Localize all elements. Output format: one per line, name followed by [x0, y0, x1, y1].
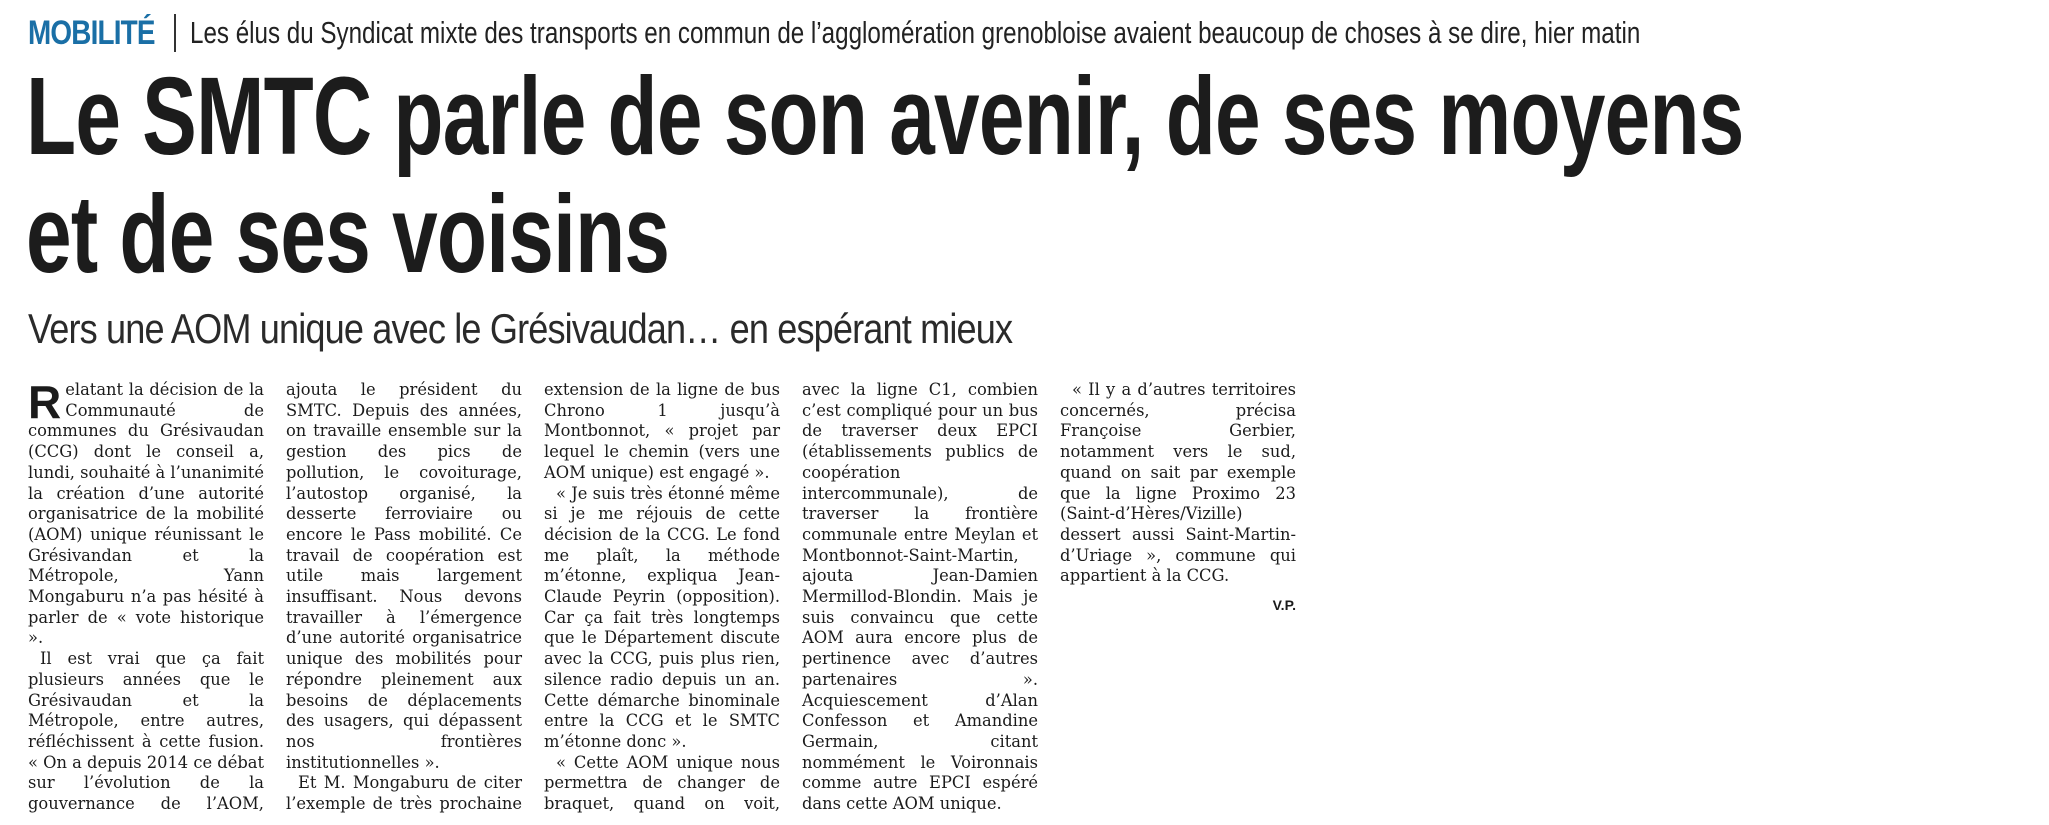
article-body [28, 376, 1296, 825]
article-paragraph [28, 376, 265, 649]
kicker [28, 12, 2049, 54]
paragraph-text: elatant la décision de la Communauté de communes du Grésivaudan (CCG) dont le conseil a, lundi, souhaité à l’unanimité la création d’une autorité organisatrice de la mobilité (AOM) unique réunissant le Grésivandan et la Métropole, Yann Mongaburu n’a pas hésité à parler de « vote historique ». [28, 380, 265, 648]
kicker-divider [174, 14, 176, 52]
kicker-text: Les élus du Syndicat mixte des transports en commun de l’agglomération grenobloise avaient beaucoup de choses à se dire, hier matin [190, 15, 1641, 50]
article-paragraph: « Cette AOM unique nous permettra de changer de braquet, quand on voit, avec la ligne C1, combien c’est compliqué pour un bus de traverser deux EPCI (établissements publics de coopération intercommunale), de traverser la frontière communale entre Meylan et Montbonnot-Saint-Martin, ajouta Jean-Damien Mermillod-Blondin. Mais je suis convaincu que cette AOM aura encore plus de pertinence avec d’autres partenaires ». Acquiescement d’Alan Confesson et Amandine Germain, citant nommément le Voironnais comme autre EPCI espéré dans cette AOM unique. [544, 380, 1038, 814]
author-signature: V.P. [1272, 597, 1296, 614]
article-paragraph: « Je suis très étonné même si je me réjouis de cette décision de la CCG. Le fond me plaît, la méthode m’étonne, expliqua Jean-Claude Peyrin (opposition). Car ça fait très longtemps que le Département discute avec la CCG, puis plus rien, silence radio depuis un an. Cette démarche binominale entre la CCG et le SMTC m’étonne donc ». [544, 483, 780, 751]
article-paragraph: « Il y a d’autres territoires concernés, précisa Françoise Gerbier, notamment vers le sud, quand on sait par exemple que la ligne Proximo 23 (Saint-d’Hères/Vizille) dessert aussi Saint-Martin-d’Uriage », commune qui appartient à la CCG. [1060, 380, 1296, 586]
subheadline: Vers une AOM unique avec le Grésivaudan… en espérant mieux [28, 305, 1013, 352]
headline: Le SMTC parle de son avenir, de ses moyens et de ses voisins [26, 55, 1744, 296]
article-paragraph: Il est vrai que ça fait plusieurs années que le Grésivaudan et la Métropole, entre autres, réfléchissent à cette fusion. « On a depuis 2014 ce débat sur l’évolution de la gouvernance de l’AOM, ajouta le président du SMTC. Depuis des années, on travaille ensemble sur la gestion des pics de pollution, le covoiturage, l’autostop organisé, la desserte ferroviaire ou encore le Pass mobilité. Ce travail de coopération est utile mais largement insuffisant. Nous devons travailler à l’émergence d’une autorité organisatrice unique des mobilités pour répondre pleinement aux besoins de déplacements des usagers, qui dépassent nos frontières institutionnelles ». [28, 380, 522, 814]
article-paragraph: Et M. Mongaburu de citer l’exemple de très prochaine extension de la ligne de bus Chrono 1 jusqu’à Montbonnot, « projet par lequel le chemin (vers une AOM unique) est engagé ». [286, 380, 780, 814]
section-label: MOBILITÉ [28, 13, 155, 52]
dropcap: R [28, 376, 62, 428]
